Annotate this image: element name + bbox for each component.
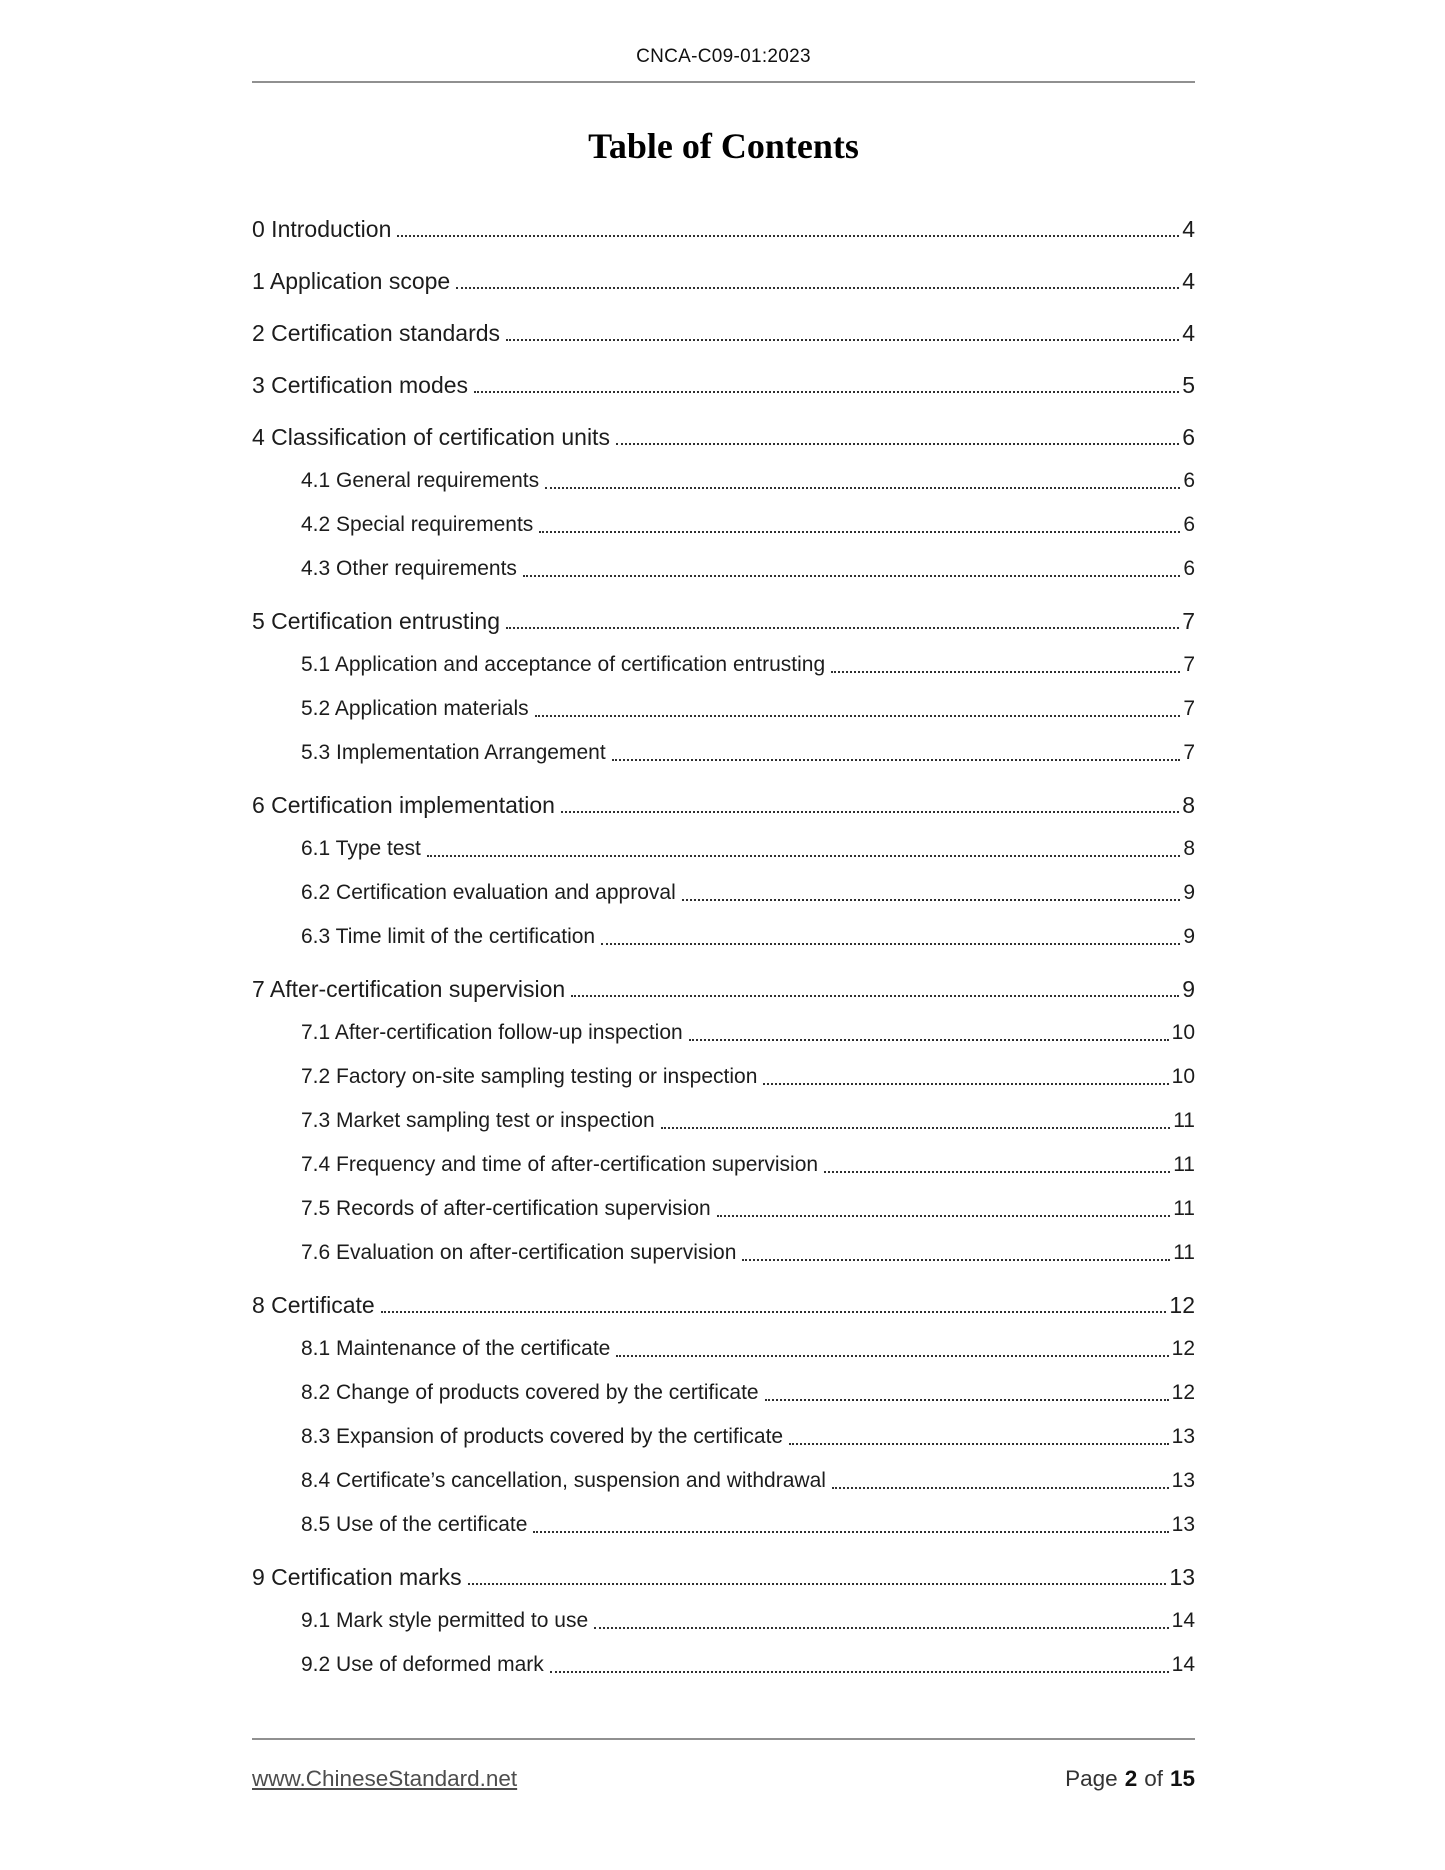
toc-entry-page: 4 <box>1182 216 1195 242</box>
toc-entry-label: 5.3 Implementation Arrangement <box>301 741 606 764</box>
toc-entry-page: 11 <box>1173 1109 1195 1132</box>
toc-leader-dots <box>523 575 1180 577</box>
toc-entry <box>252 609 1195 633</box>
toc-entry-label: 4.2 Special requirements <box>301 513 534 536</box>
toc-entry-page: 4 <box>1182 320 1195 346</box>
toc-entry <box>252 1565 1195 1589</box>
toc-entry-label: 8.3 Expansion of products covered by the certificate <box>301 1425 784 1448</box>
toc-leader-dots <box>550 1671 1169 1673</box>
toc-entry-label: 8.2 Change of products covered by the certificate <box>301 1381 759 1404</box>
toc-entry <box>252 321 1195 345</box>
toc-entry-page: 6 <box>1183 513 1195 536</box>
toc-leader-dots <box>535 715 1181 717</box>
toc-entry <box>252 557 1195 581</box>
page-header <box>252 0 1195 83</box>
toc-leader-dots <box>506 627 1179 629</box>
toc-leader-dots <box>539 531 1180 533</box>
toc-leader-dots <box>601 943 1180 945</box>
toc-entry-label: 8.4 Certificate’s cancellation, suspension and withdrawal <box>301 1469 826 1492</box>
toc-leader-dots <box>474 391 1179 393</box>
toc-entry-page: 11 <box>1173 1241 1195 1264</box>
toc-entry <box>252 1293 1195 1317</box>
toc-entry-page: 12 <box>1171 1381 1195 1404</box>
toc-entry-page: 12 <box>1169 1292 1195 1318</box>
toc-entry-page: 7 <box>1183 653 1195 676</box>
toc-leader-dots <box>717 1215 1171 1217</box>
toc-entry-page: 6 <box>1183 469 1195 492</box>
toc-entry-page: 6 <box>1183 557 1195 580</box>
page-indicator-total: 15 <box>1169 1766 1195 1791</box>
toc-entry <box>252 1425 1195 1449</box>
toc-entry-label: 9.2 Use of deformed mark <box>301 1653 544 1676</box>
toc-entry-page: 10 <box>1171 1065 1195 1088</box>
toc-entry-page: 14 <box>1171 1653 1195 1676</box>
toc-leader-dots <box>689 1039 1169 1041</box>
page-indicator-of: of <box>1144 1766 1163 1791</box>
toc-entry-label: 6.1 Type test <box>301 837 421 860</box>
toc-leader-dots <box>545 487 1180 489</box>
toc-entry <box>252 881 1195 905</box>
toc-entry-label: 7.4 Frequency and time of after-certification supervision <box>301 1153 819 1176</box>
toc-entry <box>252 1241 1195 1265</box>
toc-leader-dots <box>397 235 1179 237</box>
toc-entry <box>252 1197 1195 1221</box>
toc-entry-label: 7 After-certification supervision <box>252 976 566 1002</box>
toc-leader-dots <box>468 1583 1167 1585</box>
toc-leader-dots <box>571 995 1179 997</box>
toc-entry-page: 13 <box>1169 1564 1195 1590</box>
toc-entry-label: 1 Application scope <box>252 268 451 294</box>
toc-entry-label: 3 Certification modes <box>252 372 469 398</box>
toc-entry-page: 4 <box>1182 268 1195 294</box>
page-content <box>252 0 1195 1677</box>
toc-entry-label: 0 Introduction <box>252 216 392 242</box>
toc-entry-label: 6.2 Certification evaluation and approval <box>301 881 676 904</box>
toc-entry-label: 7.2 Factory on-site sampling testing or inspection <box>301 1065 758 1088</box>
toc-leader-dots <box>742 1259 1170 1261</box>
toc-entry-label: 4.1 General requirements <box>301 469 540 492</box>
table-of-contents <box>252 217 1195 1677</box>
toc-entry-label: 9 Certification marks <box>252 1564 462 1590</box>
toc-leader-dots <box>612 759 1181 761</box>
toc-entry <box>252 1109 1195 1133</box>
toc-entry-label: 7.1 After-certification follow-up inspection <box>301 1021 683 1044</box>
toc-leader-dots <box>682 899 1181 901</box>
toc-entry-page: 7 <box>1183 697 1195 720</box>
toc-entry <box>252 925 1195 949</box>
toc-entry <box>252 977 1195 1001</box>
toc-leader-dots <box>831 671 1180 673</box>
toc-leader-dots <box>789 1443 1169 1445</box>
toc-entry <box>252 1653 1195 1677</box>
toc-entry-page: 13 <box>1171 1425 1195 1448</box>
toc-entry-page: 9 <box>1183 881 1195 904</box>
toc-entry <box>252 217 1195 241</box>
toc-entry-label: 4 Classification of certification units <box>252 424 610 450</box>
toc-entry-label: 8 Certificate <box>252 1292 375 1318</box>
toc-entry <box>252 1153 1195 1177</box>
toc-entry-page: 9 <box>1182 976 1195 1002</box>
toc-entry <box>252 1337 1195 1361</box>
toc-entry-label: 7.6 Evaluation on after-certification supervision <box>301 1241 737 1264</box>
toc-leader-dots <box>661 1127 1171 1129</box>
toc-leader-dots <box>616 1355 1168 1357</box>
page-indicator-label: Page <box>1065 1766 1118 1791</box>
toc-entry-page: 11 <box>1173 1153 1195 1176</box>
toc-leader-dots <box>824 1171 1170 1173</box>
toc-leader-dots <box>616 443 1179 445</box>
toc-entry <box>252 837 1195 861</box>
toc-entry-page: 7 <box>1182 608 1195 634</box>
toc-entry <box>252 793 1195 817</box>
page-footer <box>252 1738 1195 1792</box>
document-code: CNCA-C09-01:2023 <box>636 46 811 67</box>
toc-leader-dots <box>381 1311 1167 1313</box>
toc-leader-dots <box>456 287 1179 289</box>
toc-leader-dots <box>506 339 1179 341</box>
toc-entry-page: 13 <box>1171 1513 1195 1536</box>
toc-entry-label: 5.1 Application and acceptance of certification entrusting <box>301 653 826 676</box>
toc-entry-label: 5 Certification entrusting <box>252 608 501 634</box>
toc-leader-dots <box>594 1627 1169 1629</box>
toc-entry-page: 7 <box>1183 741 1195 764</box>
toc-entry-label: 2 Certification standards <box>252 320 501 346</box>
toc-entry-label: 6 Certification implementation <box>252 792 555 818</box>
toc-leader-dots <box>533 1531 1168 1533</box>
toc-leader-dots <box>832 1487 1169 1489</box>
footer-divider <box>252 1738 1195 1740</box>
toc-entry <box>252 1469 1195 1493</box>
toc-entry-page: 8 <box>1183 837 1195 860</box>
toc-entry-page: 8 <box>1182 792 1195 818</box>
toc-entry <box>252 653 1195 677</box>
toc-entry-page: 5 <box>1182 372 1195 398</box>
toc-leader-dots <box>765 1399 1169 1401</box>
toc-entry-page: 13 <box>1171 1469 1195 1492</box>
toc-entry <box>252 469 1195 493</box>
footer-row <box>252 1766 1195 1792</box>
toc-entry-label: 8.1 Maintenance of the certificate <box>301 1337 611 1360</box>
toc-entry-label: 7.5 Records of after-certification supervision <box>301 1197 711 1220</box>
toc-entry-page: 6 <box>1182 424 1195 450</box>
toc-entry <box>252 513 1195 537</box>
header-divider <box>252 81 1195 83</box>
page-indicator <box>1065 1766 1195 1792</box>
toc-entry-page: 14 <box>1171 1609 1195 1632</box>
toc-entry <box>252 1021 1195 1045</box>
toc-leader-dots <box>763 1083 1168 1085</box>
toc-entry <box>252 1609 1195 1633</box>
toc-entry <box>252 373 1195 397</box>
toc-entry <box>252 269 1195 293</box>
toc-entry <box>252 741 1195 765</box>
toc-entry-page: 11 <box>1173 1197 1195 1220</box>
toc-entry-label: 9.1 Mark style permitted to use <box>301 1609 589 1632</box>
toc-entry <box>252 1381 1195 1405</box>
toc-leader-dots <box>561 811 1179 813</box>
toc-entry <box>252 1513 1195 1537</box>
toc-entry-label: 6.3 Time limit of the certification <box>301 925 596 948</box>
toc-entry-page: 9 <box>1183 925 1195 948</box>
toc-entry-label: 8.5 Use of the certificate <box>301 1513 528 1536</box>
toc-entry-label: 5.2 Application materials <box>301 697 529 720</box>
site-link[interactable]: www.ChineseStandard.net <box>252 1766 518 1791</box>
toc-entry <box>252 697 1195 721</box>
toc-entry-label: 7.3 Market sampling test or inspection <box>301 1109 655 1132</box>
page-indicator-current: 2 <box>1124 1766 1138 1791</box>
toc-leader-dots <box>427 855 1180 857</box>
toc-entry-label: 4.3 Other requirements <box>301 557 517 580</box>
toc-entry-page: 10 <box>1171 1021 1195 1044</box>
toc-entry <box>252 425 1195 449</box>
page-title: Table of Contents <box>588 126 859 166</box>
toc-entry <box>252 1065 1195 1089</box>
toc-entry-page: 12 <box>1171 1337 1195 1360</box>
